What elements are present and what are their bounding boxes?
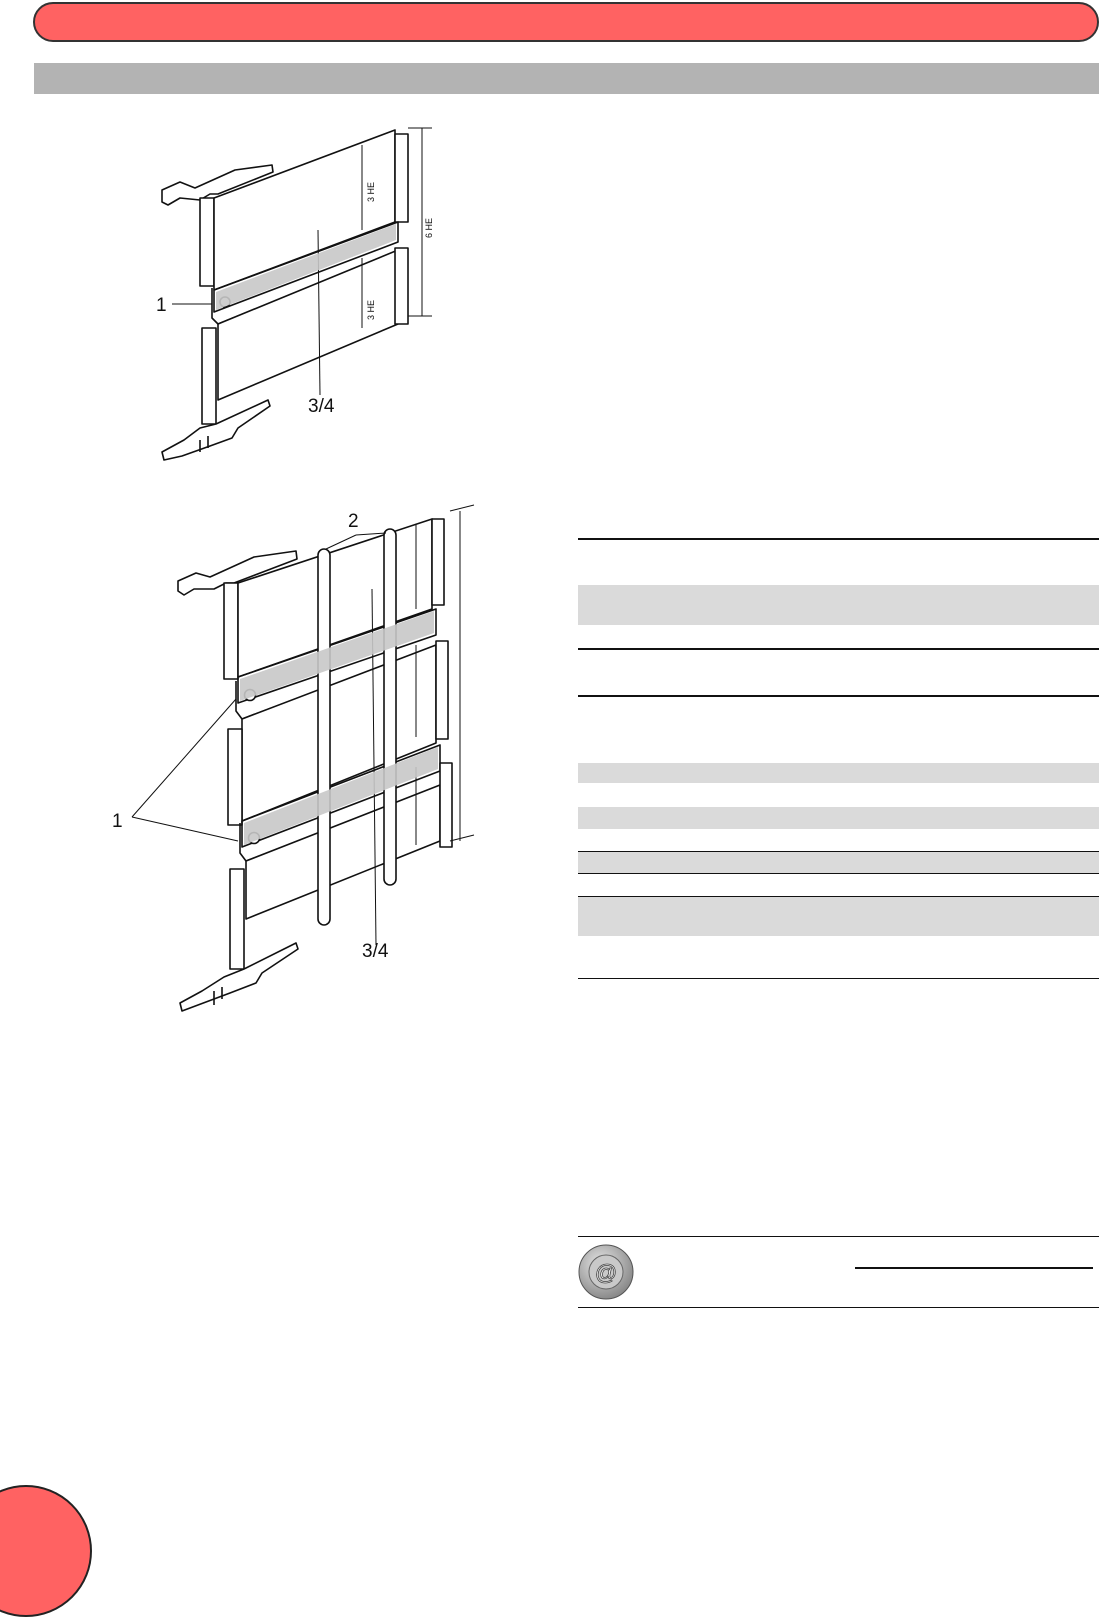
table-rule: [578, 648, 1099, 650]
table-top-rule: [578, 538, 1099, 540]
table-row-shaded: [578, 851, 1099, 873]
title-bar: [33, 2, 1099, 42]
dim-lower-3he: 3 HE: [366, 299, 376, 320]
subrack-diagram-6he: [140, 110, 470, 480]
at-sign-icon: @: [594, 1260, 618, 1285]
table-row-shaded: [578, 807, 1099, 829]
dim-total-6he: 6 HE: [424, 217, 434, 238]
table-row-shaded: [578, 896, 1099, 936]
label-bar-2: 2: [348, 511, 359, 532]
table-row-shaded: [578, 763, 1099, 783]
table-row-shaded: [578, 585, 1099, 625]
label-rail-1: 1: [112, 811, 123, 832]
label-panel-3-4: 3/4: [362, 941, 389, 962]
subrack-diagram-with-bars: [110, 505, 480, 1025]
badge-bottom-rule: [578, 1307, 1099, 1308]
label-panel-3-4: 3/4: [308, 396, 335, 417]
badge-link-line: [855, 1267, 1093, 1269]
badge-top-rule: [578, 1236, 1099, 1237]
table-rule: [578, 851, 1099, 852]
table-bottom-rule: [578, 978, 1099, 979]
section-header-bar: [34, 63, 1099, 94]
dim-upper-3he: 3 HE: [366, 181, 376, 202]
label-rail-1: 1: [156, 295, 167, 316]
online-badge[interactable]: [578, 1244, 634, 1300]
table-rule: [578, 695, 1099, 697]
table-rule: [578, 873, 1099, 874]
page-number-tab: [0, 1485, 92, 1617]
table-rule: [578, 896, 1099, 897]
